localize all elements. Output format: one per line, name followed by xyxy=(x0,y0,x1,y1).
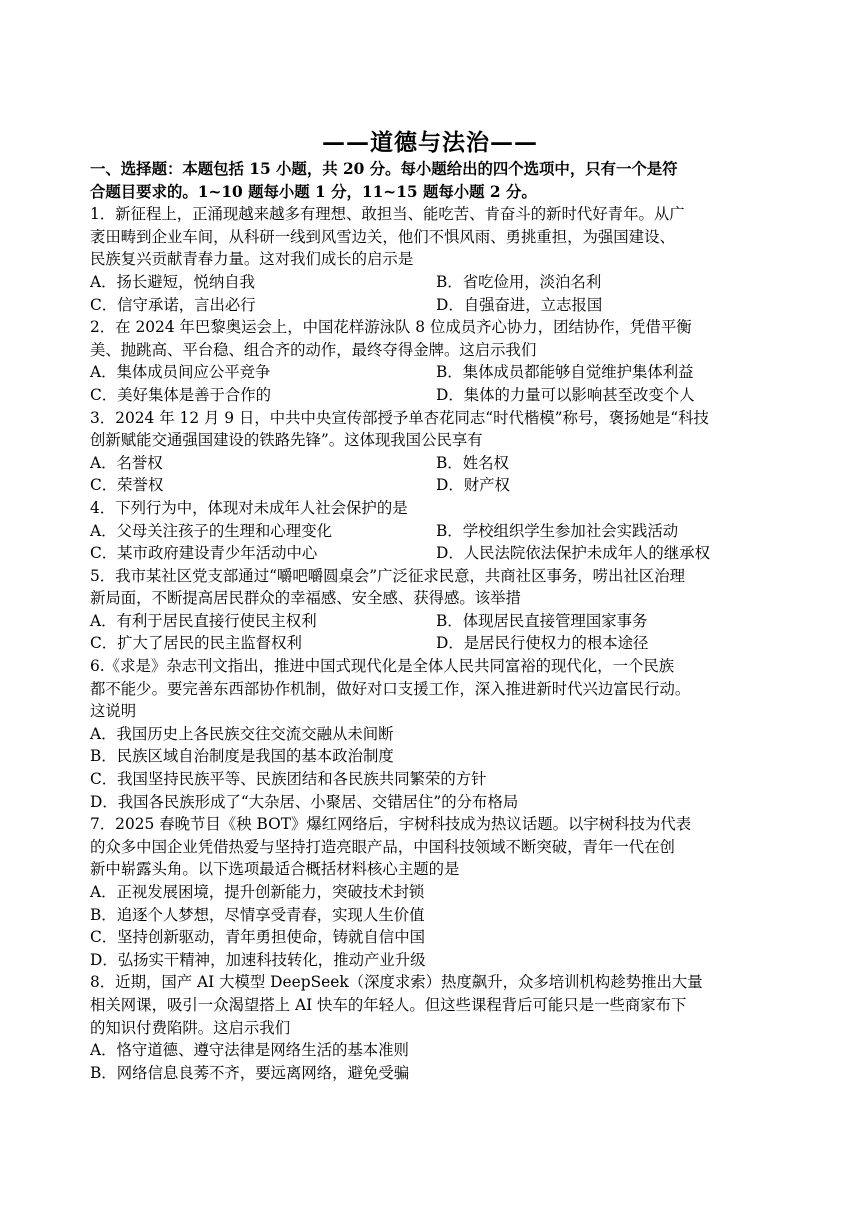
option-b: B．集体成员都能够自觉维护集体利益 xyxy=(436,363,694,382)
question-stem-line: 1．新征程上，正涌现越来越多有理想、敢担当、能吃苦、肯奋斗的新时代好青年。从广 xyxy=(90,205,685,224)
option-row xyxy=(90,474,770,497)
section-heading-line-1: 一、选择题：本题包括 15 小题，共 20 分。每小题给出的四个选项中，只有一个是符 xyxy=(90,160,678,178)
option-c: C．荣誉权 xyxy=(90,476,164,495)
question-5 xyxy=(90,565,770,655)
question-2 xyxy=(90,316,770,406)
question-stem-line: 都不能少。要完善东西部协作机制，做好对口支援工作，深入推进新时代兴边富民行动。 xyxy=(90,679,691,698)
option-d: D．财产权 xyxy=(436,476,510,495)
question-stem-line: 4．下列行为中，体现对未成年人社会保护的是 xyxy=(90,498,408,517)
option-c: C．扩大了居民的民主监督权利 xyxy=(90,634,302,653)
option-row xyxy=(90,610,770,633)
option-a: A．名誉权 xyxy=(90,453,163,472)
question-3 xyxy=(90,407,770,497)
question-stem-line: 美、抛跳高、平台稳、组合齐的动作，最终夺得金牌。这启示我们 xyxy=(90,340,537,359)
section-heading xyxy=(90,158,770,203)
question-stem-line: 8．近期，国产 AI 大模型 DeepSeek（深度求索）热度飙升，众多培训机构趁势推出大量 xyxy=(90,973,703,992)
option-row xyxy=(90,294,770,317)
option-d: D．我国各民族形成了“大杂居、小聚居、交错居住”的分布格局 xyxy=(90,792,519,811)
option-row xyxy=(90,361,770,384)
option-row xyxy=(90,452,770,475)
option-a: A．扬长避短，悦纳自我 xyxy=(90,272,256,291)
option-c: C．美好集体是善于合作的 xyxy=(90,385,272,404)
question-stem-line: 民族复兴贡献青春力量。这对我们成长的启示是 xyxy=(90,250,414,269)
question-stem-line: 的众多中国企业凭借热爱与坚持打造亮眼产品，中国科技领域不断突破，青年一代在创 xyxy=(90,837,675,856)
question-stem-line: 6.《求是》杂志刊文指出，推进中国式现代化是全体人民共同富裕的现代化，一个民族 xyxy=(90,657,675,676)
question-stem-line: 的知识付费陷阱。这启示我们 xyxy=(90,1018,291,1037)
option-b: B．民族区域自治制度是我国的基本政治制度 xyxy=(90,747,394,766)
option-b: B．体现居民直接管理国家事务 xyxy=(436,611,648,630)
option-row xyxy=(90,542,770,565)
option-b: B．网络信息良莠不齐，要远离网络，避免受骗 xyxy=(90,1063,410,1082)
question-stem-line: 新中崭露头角。以下选项最适合概括材料核心主题的是 xyxy=(90,860,460,879)
option-c: C．我国坚持民族平等、民族团结和各民族共同繁荣的方针 xyxy=(90,770,487,789)
question-stem-line: 袤田畴到企业车间，从科研一线到风雪边关，他们不惧风雨、勇挑重担，为强国建设、 xyxy=(90,227,675,246)
exam-page xyxy=(90,128,770,1084)
option-c: C．某市政府建设青少年活动中心 xyxy=(90,544,318,563)
option-c: C．坚持创新驱动，青年勇担使命，铸就自信中国 xyxy=(90,928,425,947)
option-a: A．父母关注孩子的生理和心理变化 xyxy=(90,521,332,540)
option-a: A．有利于居民直接行使民主权利 xyxy=(90,611,317,630)
question-6 xyxy=(90,655,770,813)
question-stem-line: 3．2024 年 12 月 9 日，中共中央宣传部授予单杏花同志“时代楷模”称号，褒扬她是“科技 xyxy=(90,408,709,427)
question-stem-line: 5．我市某社区党支部通过“嚼吧嚼圆桌会”广泛征求民意，共商社区事务，唠出社区治理 xyxy=(90,566,685,585)
option-b: B．省吃俭用，淡泊名利 xyxy=(436,272,602,291)
question-stem-line: 7．2025 春晚节目《秧 BOT》爆红网络后，宇树科技成为热议话题。以宇树科技为代表 xyxy=(90,815,692,834)
page-title: ——道德与法治—— xyxy=(322,129,538,156)
option-a: A．正视发展困境，提升创新能力，突破技术封锁 xyxy=(90,883,425,901)
question-stem-line: 这说明 xyxy=(90,702,137,721)
option-row xyxy=(90,520,770,543)
option-b: B．学校组织学生参加社会实践活动 xyxy=(436,521,679,540)
question-stem-line: 相关网课，吸引一众渴望搭上 AI 快车的年轻人。但这些课程背后可能只是一些商家布下 xyxy=(90,995,687,1014)
option-d: D．人民法院依法保护未成年人的继承权 xyxy=(436,544,710,563)
option-b: B．追逐个人梦想，尽情享受青春，实现人生价值 xyxy=(90,905,425,924)
option-row xyxy=(90,271,770,294)
question-stem-line: 创新赋能交通强国建设的铁路先锋”。这体现我国公民享有 xyxy=(90,431,483,450)
option-d: D．弘扬实干精神，加速科技转化，推动产业升级 xyxy=(90,950,426,969)
option-d: D．集体的力量可以影响甚至改变个人 xyxy=(436,385,695,404)
option-a: A．恪守道德、遵守法律是网络生活的基本准则 xyxy=(90,1041,409,1060)
option-a: A．集体成员间应公平竞争 xyxy=(90,363,271,382)
option-b: B．姓名权 xyxy=(436,453,509,472)
question-7 xyxy=(90,813,770,971)
option-d: D．自强奋进，立志报国 xyxy=(436,295,603,314)
question-stem-line: 2．在 2024 年巴黎奥运会上，中国花样游泳队 8 位成员齐心协力，团结协作，凭借平衡 xyxy=(90,318,692,337)
option-c: C．信守承诺，言出必行 xyxy=(90,295,256,314)
option-d: D．是居民行使权力的根本途径 xyxy=(436,634,649,653)
option-row xyxy=(90,384,770,407)
section-heading-line-2: 合题目要求的。1~10 题每小题 1 分，11~15 题每小题 2 分。 xyxy=(90,182,537,201)
question-1 xyxy=(90,203,770,316)
question-stem-line: 新局面，不断提高居民群众的幸福感、安全感、获得感。该举措 xyxy=(90,589,521,608)
option-row xyxy=(90,632,770,655)
option-a: A．我国历史上各民族交往交流交融从未间断 xyxy=(90,724,394,743)
question-8 xyxy=(90,971,770,1084)
question-4 xyxy=(90,497,770,565)
